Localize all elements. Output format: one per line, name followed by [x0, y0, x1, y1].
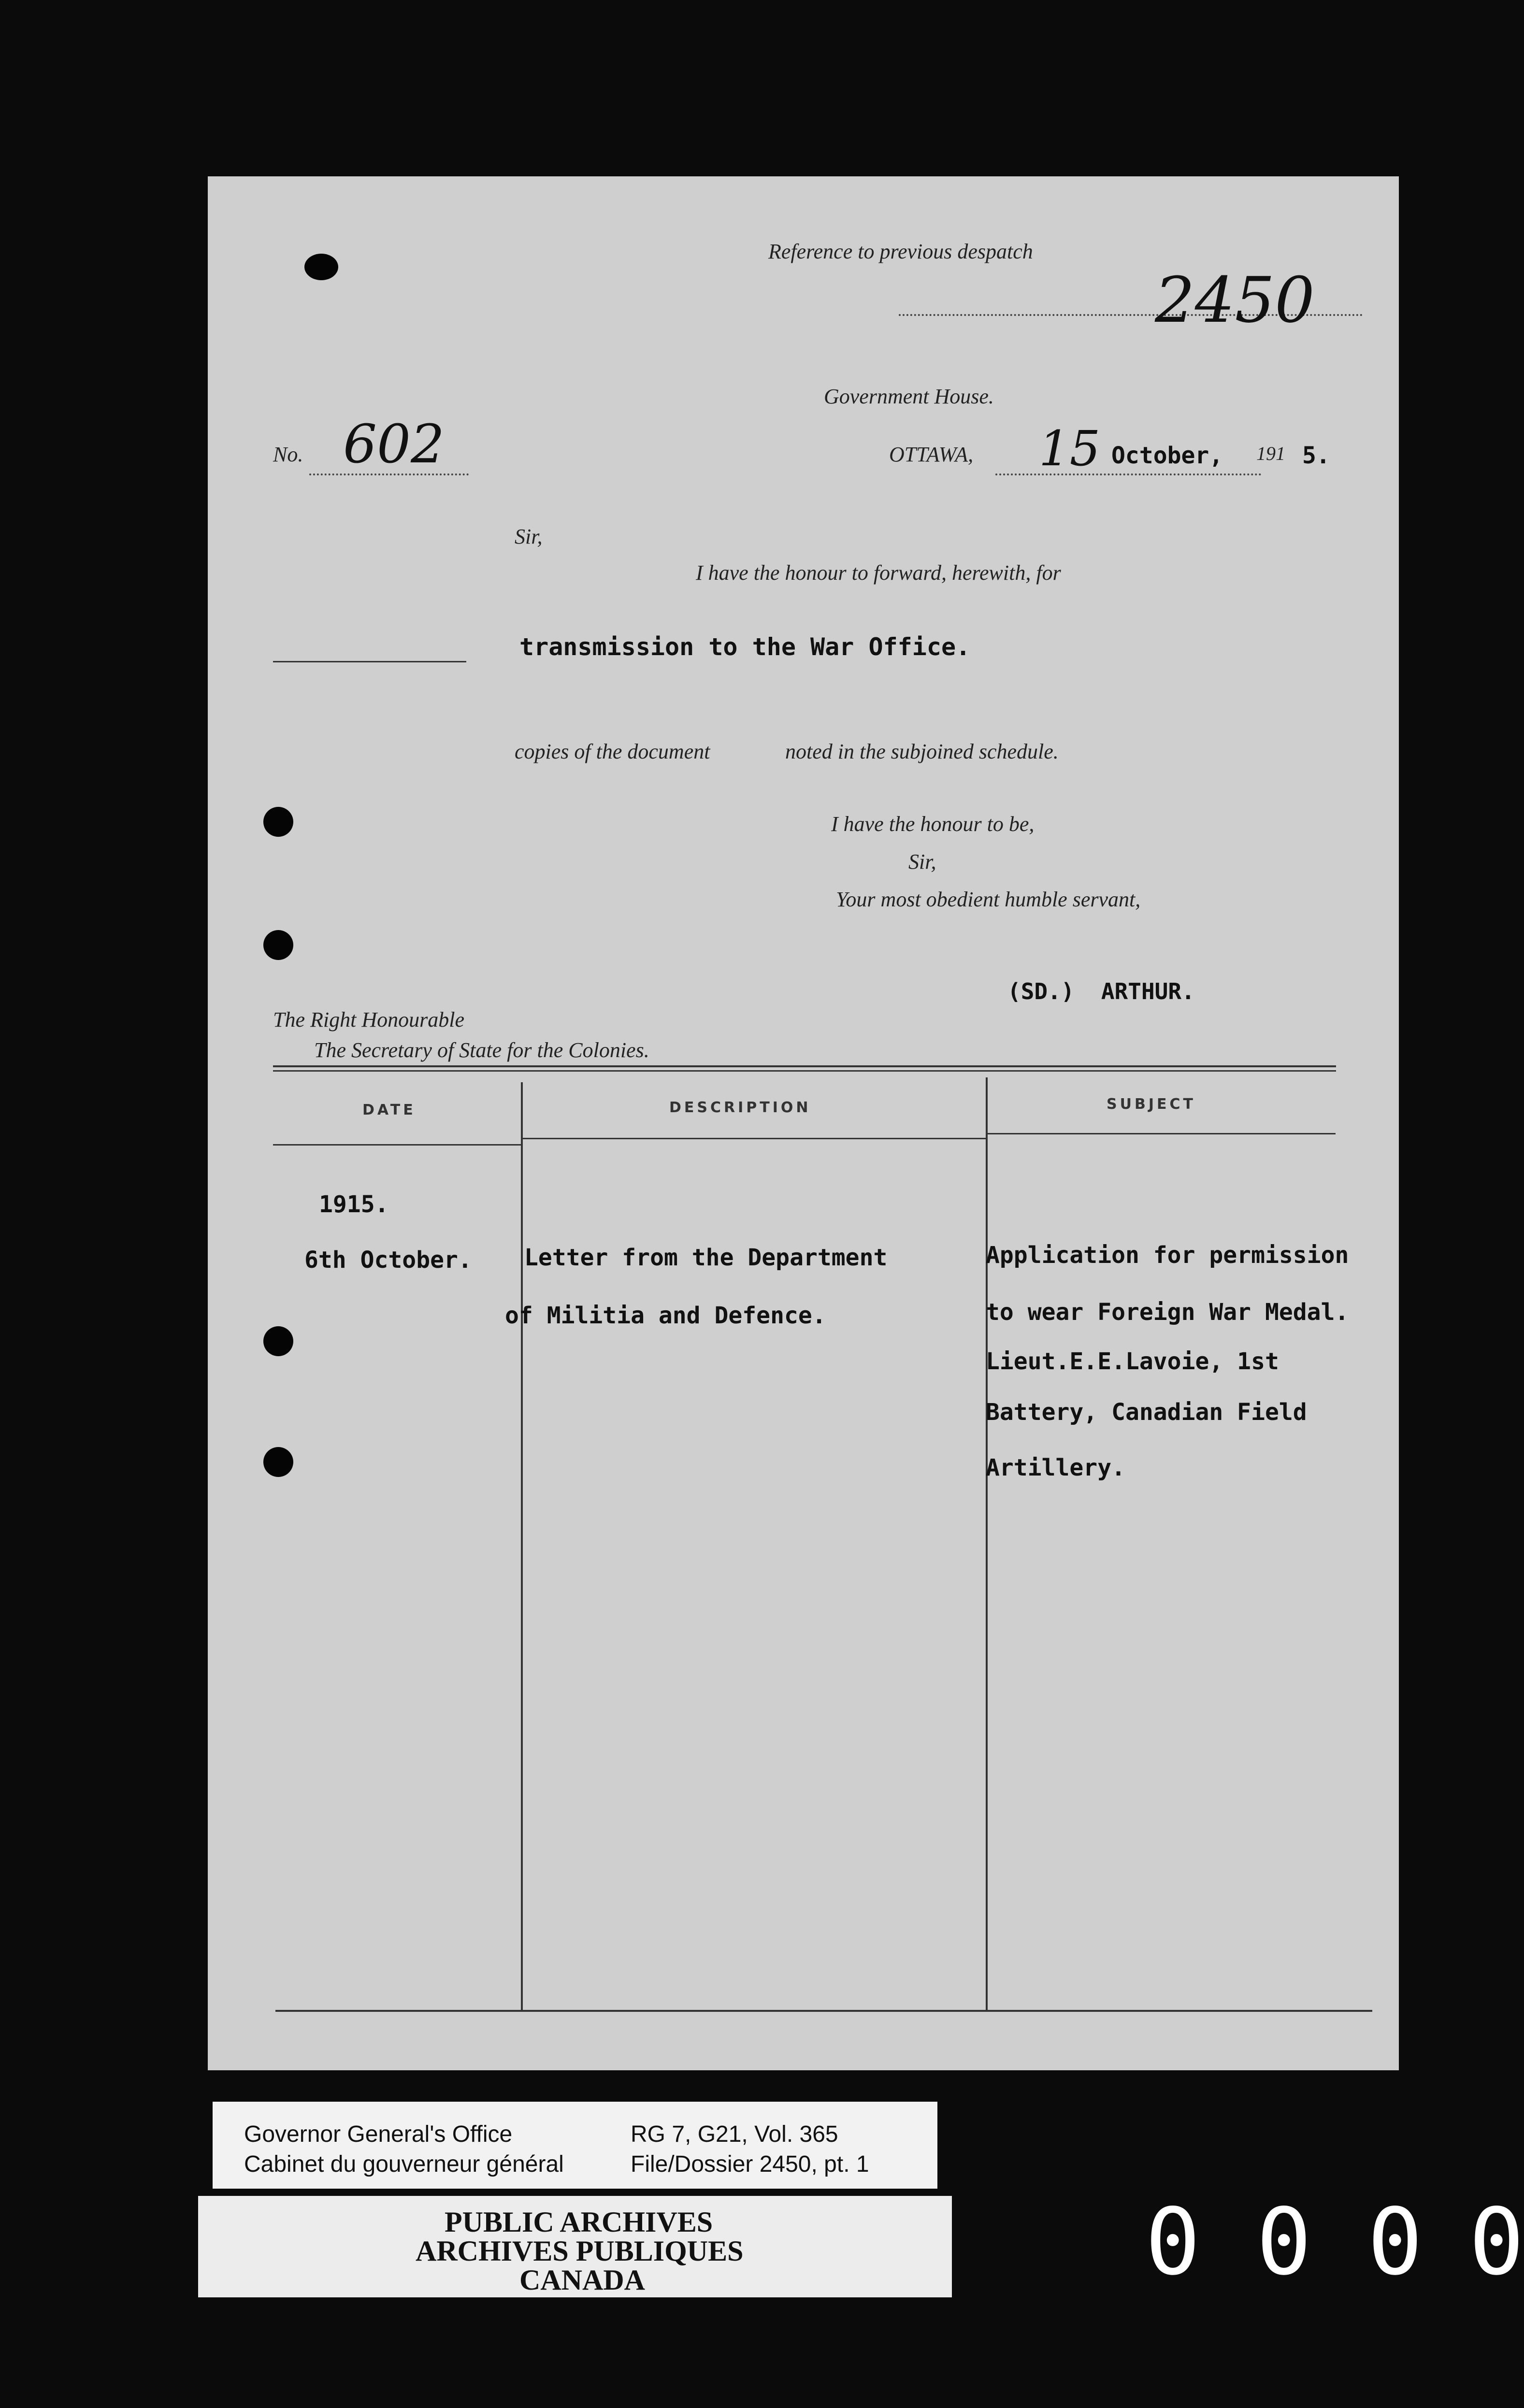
frame-counter-digit: 0 [1145, 2189, 1201, 2295]
date-day: 6th October. [304, 1247, 472, 1274]
office-english: Governor General's Office [244, 2121, 513, 2147]
date-dotted-line [995, 473, 1261, 475]
body-line-2b: noted in the subjoined schedule. [785, 740, 1059, 763]
subject-line-3: Lieut.E.E.Lavoie, 1st [986, 1348, 1279, 1375]
frame-counter-digit: 0 [1256, 2189, 1312, 2295]
subject-line-2: to wear Foreign War Medal. [986, 1299, 1349, 1326]
column-divider [986, 1077, 988, 2010]
closing-line-1: I have the honour to be, [831, 812, 1035, 836]
column-header-date: DATE [362, 1102, 416, 1118]
subject-line-1: Application for permission [986, 1242, 1349, 1269]
addressee-line-1: The Right Honourable [273, 1008, 464, 1032]
reference-number: 2450 [1155, 263, 1315, 337]
archives-line-1: PUBLIC ARCHIVES [445, 2206, 713, 2238]
punch-hole [263, 1447, 293, 1477]
punch-hole [304, 254, 338, 280]
frame-counter-digit: 0 [1367, 2189, 1423, 2295]
punch-hole [263, 807, 293, 837]
header-underline [273, 1144, 522, 1146]
subject-line-4: Battery, Canadian Field [986, 1399, 1307, 1426]
header-underline [988, 1133, 1336, 1134]
addressee-line-2: The Secretary of State for the Colonies. [314, 1038, 649, 1062]
salutation: Sir, [515, 525, 543, 548]
day: 15 [1039, 420, 1101, 477]
record-group: RG 7, G21, Vol. 365 [631, 2121, 838, 2147]
file-dossier: File/Dossier 2450, pt. 1 [631, 2151, 869, 2177]
purpose-rule [273, 661, 466, 662]
column-header-subject: SUBJECT [1107, 1096, 1196, 1113]
government-house: Government House. [824, 385, 994, 408]
closing-line-3: Your most obedient humble servant, [836, 888, 1141, 911]
header-underline [523, 1138, 986, 1139]
number-label: No. [273, 443, 303, 466]
punch-hole [263, 930, 293, 960]
column-divider [521, 1082, 523, 2010]
archives-line-2: ARCHIVES PUBLIQUES [416, 2235, 744, 2267]
month: October, [1111, 442, 1223, 469]
date-year: 1915. [319, 1191, 389, 1218]
description-line-1: Letter from the Department [524, 1244, 888, 1271]
closing-line-2: Sir, [908, 850, 936, 874]
subject-line-5: Artillery. [986, 1454, 1125, 1481]
year-prefix: 191 [1256, 443, 1285, 464]
office-french: Cabinet du gouverneur général [244, 2151, 564, 2177]
purpose: transmission to the War Office. [519, 633, 971, 661]
punch-hole [263, 1326, 293, 1356]
reference-label: Reference to previous despatch [768, 240, 1033, 263]
table-bottom-rule [275, 2010, 1372, 2012]
body-line-2a: copies of the document [515, 740, 710, 763]
description-line-2: of Militia and Defence. [505, 1302, 826, 1329]
table-top-rule [273, 1065, 1336, 1067]
table-top-rule-2 [273, 1070, 1336, 1072]
signature: (SD.) ARTHUR. [1007, 978, 1195, 1004]
city: OTTAWA, [889, 443, 974, 466]
archives-line-3: CANADA [519, 2264, 645, 2296]
column-header-description: DESCRIPTION [669, 1099, 811, 1116]
year-suffix: 5. [1302, 442, 1330, 469]
number-value: 602 [343, 413, 445, 475]
body-line-1: I have the honour to forward, herewith, for [696, 561, 1061, 585]
frame-counter-digit: 0 [1469, 2189, 1524, 2295]
